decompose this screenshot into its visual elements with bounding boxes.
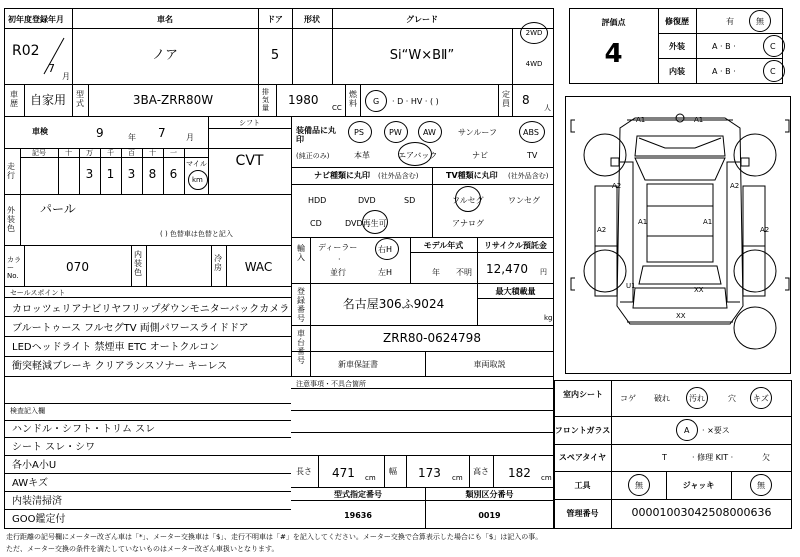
first-reg-label: 初年度登録年月 — [8, 15, 64, 24]
dmg-a1-top-r: A1 — [694, 116, 704, 124]
dmg-xx1: XX — [694, 286, 704, 294]
drive-4wd: 4WD — [525, 60, 543, 68]
exterior-grade-label: 外装 — [669, 42, 685, 51]
recycle-yen: 円 — [540, 268, 547, 276]
model-name: ノア — [151, 48, 178, 63]
grade: Si“W×BⅡ” — [389, 48, 455, 63]
fuel-g: G — [373, 97, 380, 106]
dmg-a2-r: A2 — [730, 182, 740, 190]
max-load-label: 最大積載量 — [495, 287, 536, 296]
model-type: 3BA-ZRR80W — [132, 93, 214, 107]
inspection-month: 7 — [158, 126, 166, 140]
inspection-year-unit: 年 — [128, 133, 136, 142]
dmg-a1-top-l: A1 — [636, 116, 646, 124]
dmg-a2-l2: A2 — [597, 226, 607, 234]
seat-yogore: 汚れ — [689, 394, 705, 403]
drive-2wd: 2WD — [525, 29, 543, 37]
sales-line-2: LEDヘッドライト 禁煙車 ETC オートクルコン — [12, 342, 220, 353]
doors-label: ドア — [267, 15, 283, 24]
sales-line-0: カロッツェリアナビリヤフリップダウンモニターバックカメラ — [12, 304, 290, 315]
chassis-label: 車台番号 — [297, 329, 305, 365]
class-num: 0019 — [478, 511, 501, 520]
color-no: 070 — [66, 260, 89, 274]
registration-label: 登録番号 — [297, 287, 305, 323]
tv-fullseg: フルセグ — [452, 196, 484, 205]
model-year-unit: 年 — [432, 268, 440, 277]
exterior-color: パール — [40, 202, 76, 216]
width-unit: cm — [452, 474, 463, 482]
eq-navi: ナビ — [472, 151, 488, 160]
eq-aw: AW — [423, 128, 436, 137]
first-reg-era: R02 — [12, 43, 40, 59]
navi-hdd: HDD — [308, 196, 327, 205]
length-label: 長さ — [296, 467, 312, 476]
length-unit: cm — [365, 474, 376, 482]
seat-yabure: 破れ — [654, 394, 670, 403]
dmg-xx2: XX — [676, 312, 686, 320]
score-label: 評価点 — [601, 18, 626, 27]
tv-oneseg: ワンセグ — [508, 196, 540, 205]
sales-line-1: ブルートゥース フルセグTV 両側パワースライドドア — [12, 323, 249, 334]
navi-sd: SD — [404, 196, 416, 205]
width-value: 173 — [418, 466, 441, 480]
jack-label: ジャッキ — [682, 481, 715, 490]
seat-kizu: キズ — [753, 394, 769, 403]
digit-3: 3 — [127, 167, 136, 181]
tools-label: 工具 — [574, 481, 591, 490]
color-no-label: カラーNo. — [7, 256, 21, 280]
seat-koge: コゲ — [620, 394, 636, 403]
jack-none: 無 — [757, 481, 765, 490]
chassis-number: ZRR80-0624798 — [383, 331, 481, 345]
cc-unit: CC — [332, 104, 342, 112]
digit-label-5: 十 — [149, 149, 156, 157]
dmg-a2-r2: A2 — [760, 226, 770, 234]
eq-sunroof: サンルーフ — [458, 128, 497, 137]
fuel-label: 燃料 — [349, 90, 357, 108]
digit-1: 3 — [85, 167, 94, 181]
eq-leather: 本革 — [354, 151, 370, 160]
glass-label: フロントガラス — [554, 426, 611, 435]
navi-dvd-play: DVD再生可 — [345, 219, 387, 228]
model-name-label: 車名 — [157, 15, 173, 24]
inspector-line-0: ハンドル・シフト・トリム スレ — [12, 424, 156, 435]
width-label: 幅 — [389, 467, 397, 476]
spare-kit: · 修理 KIT · — [692, 453, 734, 462]
length-value: 471 — [332, 466, 355, 480]
seat-ana: 穴 — [728, 394, 736, 403]
import-parallel: 並行 — [330, 268, 346, 277]
exterior-grade-ab: A · B · — [712, 42, 736, 51]
shape-label: 形状 — [304, 15, 320, 24]
dmg-u1: U1 — [626, 282, 636, 290]
usage: 自家用 — [30, 93, 67, 107]
interior-grade-label: 内装 — [669, 67, 685, 76]
shift-label: シフト — [239, 119, 260, 127]
score-value: 4 — [604, 39, 623, 69]
digit-label-3: 千 — [107, 149, 114, 157]
tv-label: TV種類に丸印 — [446, 171, 498, 180]
inspector-line-1: シート スレ・シワ — [12, 442, 96, 453]
registration-plate: 名古屋306ふ9024 — [342, 297, 445, 311]
spare-label: スペアタイヤ — [558, 453, 607, 462]
mgmt-number: 00001003042508000636 — [631, 506, 772, 519]
type-num: 19636 — [344, 511, 372, 520]
type-num-label: 型式指定番号 — [334, 490, 382, 499]
height-label: 高さ — [473, 467, 489, 476]
import-dot: · — [338, 255, 341, 264]
tv-analog: アナログ — [452, 219, 484, 228]
seat-label: 室内シート — [563, 390, 603, 399]
inspection-label: 車検 — [32, 127, 48, 136]
mile-unit: マイル — [186, 160, 207, 168]
inspector-label: 検査記入欄 — [10, 407, 45, 415]
navi-sub: (社外品含む) — [378, 172, 419, 180]
eq-airbag: エアバック — [398, 151, 438, 160]
inspector-line-2: 各小A小U — [12, 460, 57, 471]
digit-label-2: 万 — [86, 149, 93, 157]
recycle-fee: 12,470 — [486, 262, 528, 276]
import-label: 輸入 — [297, 244, 305, 262]
eq-tv: TV — [527, 151, 538, 160]
model-year-unknown: 不明 — [456, 268, 472, 277]
exterior-grade-c: C — [770, 42, 776, 51]
ac-value: WAC — [244, 260, 273, 274]
eq-pw: PW — [389, 128, 402, 137]
digit-5: 6 — [169, 167, 178, 181]
inspection-month-unit: 月 — [186, 133, 194, 142]
disp-label: 排気量 — [262, 88, 269, 112]
persons-unit: 人 — [544, 104, 551, 112]
dmg-a2-l: A2 — [612, 182, 622, 190]
footer-line-2: ただ、メーター交換の条件を満たしていないものはメーター改ざん車扱いとなります。 — [6, 545, 279, 553]
spare-ketsu: 欠 — [762, 453, 770, 462]
digit-label-4: 百 — [128, 149, 135, 157]
model-year-label: モデル年式 — [423, 241, 464, 250]
usage-label: 車歴 — [10, 90, 18, 108]
repair-label: 修復歴 — [665, 17, 689, 26]
first-reg-month-unit: 月 — [62, 72, 70, 81]
digit-label-1: 十 — [65, 149, 72, 157]
repair-no: 無 — [756, 17, 764, 26]
dmg-a1-l: A1 — [638, 218, 648, 226]
warranty-new: 新車保証書 — [338, 360, 378, 369]
height-unit: cm — [541, 474, 552, 482]
max-load-kg: kg — [544, 314, 553, 322]
glass-rest: · ×要ス — [702, 426, 730, 435]
dmg-a1-r: A1 — [703, 218, 713, 226]
eq-abs: ABS — [523, 128, 539, 137]
displacement: 1980 — [288, 93, 319, 107]
shift: CVT — [235, 153, 264, 169]
exterior-note: ( ) 色替車は色替と記入 — [160, 230, 233, 238]
digit-label-6: 一 — [170, 149, 177, 157]
height-value: 182 — [508, 466, 531, 480]
doors: 5 — [270, 48, 280, 63]
fuel-options: · D · HV · ( ) — [392, 97, 439, 106]
interior-color-label: 内装色 — [134, 250, 142, 277]
ac-label: 冷房 — [214, 254, 222, 272]
footer-line-1: 走行距離の記号欄にメーター改ざん車は「*」、メーター交換車は「$」、走行不明車は「#」を記入してください。メーター交換で合算表示した場合にも「$」は記入の事。 — [6, 533, 543, 541]
navi-cd: CD — [310, 219, 322, 228]
km-unit: km — [192, 176, 203, 184]
import-lhd: 左H — [378, 268, 393, 277]
grade-label: グレード — [406, 15, 438, 24]
inspector-line-4: 内装清掃済 — [12, 496, 62, 507]
glass-a: A — [684, 426, 690, 435]
mgmt-label: 管理番号 — [566, 509, 599, 518]
digit-4: 8 — [148, 167, 157, 181]
navi-dvd: DVD — [358, 196, 376, 205]
eq-ps: PS — [354, 128, 364, 137]
digit-2: 1 — [106, 167, 115, 181]
sales-label: セールスポイント — [10, 289, 66, 297]
tools-none: 無 — [635, 481, 643, 490]
inspector-line-5: GOO鑑定付 — [12, 514, 66, 525]
equipment-label: 装備品に丸印 — [296, 126, 336, 144]
interior-grade-c: C — [770, 67, 776, 76]
recycle-label: リサイクル預託金 — [484, 241, 547, 250]
mileage-label: 走行 — [7, 162, 15, 180]
tv-sub: (社外品含む) — [508, 172, 549, 180]
capacity: 8 — [522, 93, 530, 107]
digit-label-0: 記号 — [32, 149, 46, 157]
spare-t: T — [662, 453, 667, 462]
capacity-label: 定員 — [502, 90, 510, 108]
exterior-label: 外装色 — [7, 206, 15, 233]
inspector-line-3: AWキズ — [12, 478, 48, 489]
interior-grade-ab: A · B · — [712, 67, 736, 76]
first-reg-month: 7 — [48, 62, 55, 75]
sales-line-3: 衝突軽減ブレーキ クリアランスソナー キーレス — [12, 361, 228, 372]
warranty-manual: 車両取説 — [473, 360, 506, 369]
class-num-label: 類別区分番号 — [465, 490, 514, 499]
notes-label: 注意事項・不具合箇所 — [296, 380, 366, 388]
equipment-sub: (純正のみ) — [296, 152, 330, 160]
repair-yes: 有 — [726, 17, 734, 26]
import-rhd: 右H — [378, 245, 393, 254]
import-dealer: ディーラー — [318, 243, 358, 252]
car-diagram — [565, 96, 791, 374]
inspection-year: 9 — [96, 126, 104, 140]
navi-label: ナビ種類に丸印 — [314, 171, 370, 180]
type-label: 型式 — [76, 90, 84, 108]
